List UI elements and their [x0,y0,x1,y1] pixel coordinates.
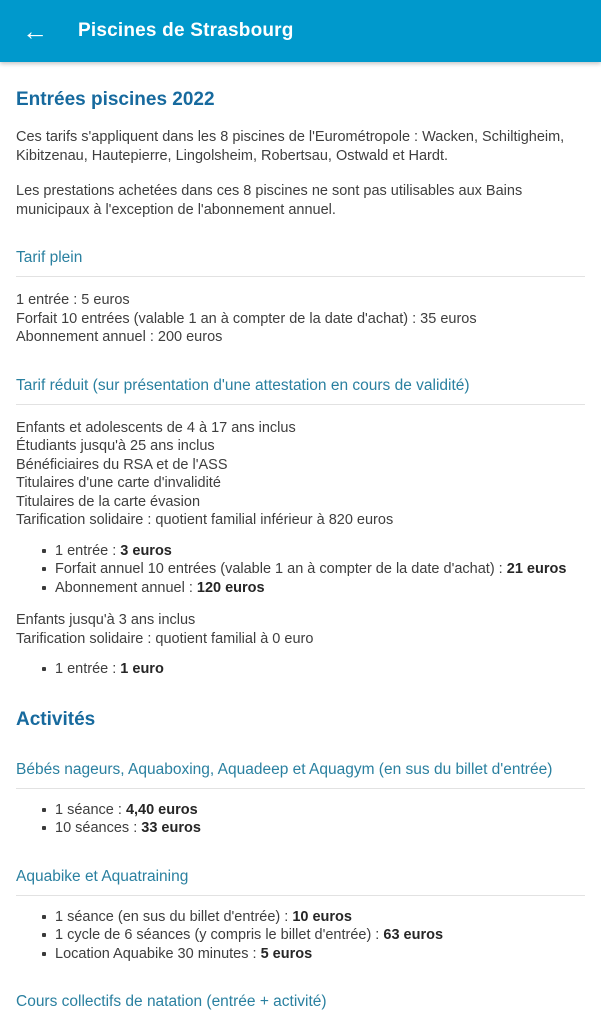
price-list-item [55,819,585,838]
page-title: Entrées piscines 2022 [16,89,215,110]
eligibility-line: Étudiants jusqu'à 25 ans inclus [16,438,215,454]
section-heading-tarif-reduit: Tarif réduit (sur présentation d'une attestation en cours de validité) [16,376,585,405]
price-list-item [55,542,585,561]
section-heading-bebes-nageurs: Bébés nageurs, Aquaboxing, Aquadeep et Aquagym (en sus du billet d'entrée) [16,760,585,789]
price-label: Location Aquabike 30 minutes : [55,945,261,962]
aquabike-price-list [16,908,585,964]
price-value: 63 euros [383,927,444,943]
intro-paragraph-1: Ces tarifs s'appliquent dans les 8 piscines de l'Eurométropole : Wacken, Schiltigheim, Kibitzenau, Hautepierre, Lingolsheim, Robertsau, Ostwald et Hardt. [16,129,565,164]
price-value: 4,40 euros [125,801,198,818]
eligibility-line: Enfants et adolescents de 4 à 17 ans inclus [16,419,296,436]
price-list-item [55,801,585,820]
section-heading-cours-collectifs: Cours collectifs de natation (entrée + activité) [16,993,327,1010]
price-label: 1 cycle de 6 séances (y compris le billet d'entrée) : [55,927,384,943]
price-label: 1 séance (en sus du billet d'entrée) : [55,908,293,925]
price-label: 1 entrée : [55,542,121,559]
eligibility-line: Titulaires d'une carte d'invalidité [16,475,221,491]
section-heading-tarif-plein: Tarif plein [16,248,585,277]
eligibility-line: Titulaires de la carte évasion [16,493,201,510]
price-label: 10 séances : [55,820,142,836]
price-list-item [55,560,585,579]
tarif-reduit-baby-eligibility [16,611,585,648]
price-value: 120 euros [196,579,265,596]
price-value: 5 euros [260,945,313,962]
price-list-item [55,579,585,598]
back-arrow-icon[interactable]: ← [22,16,48,46]
price-list-item [55,660,585,679]
price-label: Forfait annuel 10 entrées (valable 1 an à compter de la date d'achat) : [55,561,507,577]
price-value: 33 euros [141,820,201,836]
price-label: Abonnement annuel : [55,579,197,596]
price-list-item [55,945,585,964]
eligibility-line: Tarification solidaire : quotient familial à 0 euro [16,630,314,647]
price-value: 21 euros [506,561,567,577]
tarif-plein-line: Abonnement annuel : 200 euros [16,329,223,345]
app-bar [0,0,601,62]
tarif-plein-line: 1 entrée : 5 euros [16,292,130,308]
eligibility-line: Bénéficiaires du RSA et de l'ASS [16,456,228,473]
price-label: 1 entrée : [55,661,121,677]
price-label: 1 séance : [55,801,126,818]
tarif-plein-lines [16,291,585,347]
price-list-item [55,926,585,945]
activities-title: Activités [16,708,96,730]
app-bar-title: Piscines de Strasbourg [78,20,294,41]
eligibility-line: Enfants jusqu'à 3 ans inclus [16,612,196,628]
price-value: 3 euros [120,542,172,559]
price-list-item [55,908,585,927]
section-heading-aquabike: Aquabike et Aquatraining [16,867,585,896]
tarif-reduit-eligibility [16,419,585,530]
bebes-nageurs-price-list [16,801,585,838]
price-value: 1 euro [120,661,164,677]
tarif-reduit-price-list [16,542,585,598]
content-scroll-area[interactable] [0,89,601,1010]
tarif-reduit-baby-price-list [16,660,585,679]
tarif-plein-line: Forfait 10 entrées (valable 1 an à compter de la date d'achat) : 35 euros [16,310,477,327]
price-value: 10 euros [292,908,352,925]
eligibility-line: Tarification solidaire : quotient familial inférieur à 820 euros [16,512,394,528]
intro-paragraph-2: Les prestations achetées dans ces 8 piscines ne sont pas utilisables aux Bains municipaux à l'exception de l'abonnement annuel. [16,183,523,218]
